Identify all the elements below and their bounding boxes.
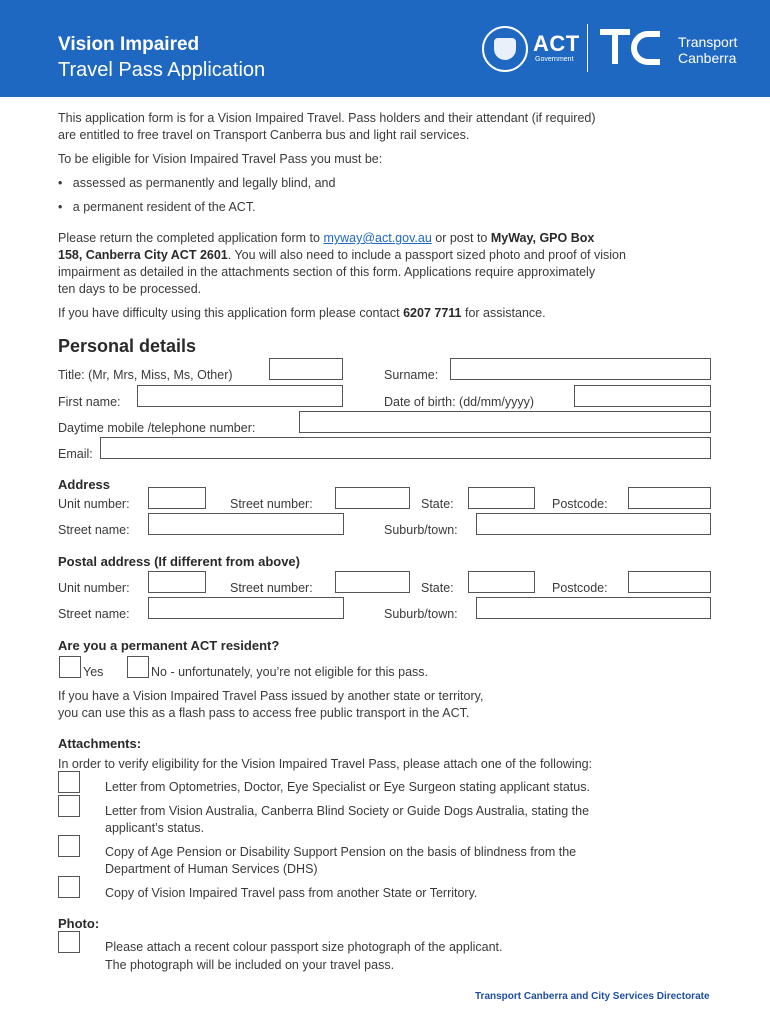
address-suburb-label: Suburb/town: — [384, 523, 458, 537]
act-logo: ACT — [533, 31, 580, 56]
phone-label: Daytime mobile /telephone number: — [58, 421, 256, 435]
email-link[interactable]: myway@act.gov.au — [323, 231, 432, 245]
postal-street-name-field[interactable] — [148, 597, 344, 619]
postal-street-number-field[interactable] — [335, 571, 410, 593]
address-street-number-field[interactable] — [335, 487, 410, 509]
return-rest: . You will also need to include a passport sized photo and proof of vision — [227, 248, 626, 262]
attachment-option2-line2: applicant’s status. — [105, 821, 205, 835]
intro-line1: This application form is for a Vision Impaired Travel. Pass holders and their attendant (if required) — [58, 111, 596, 125]
postal-unit-field[interactable] — [148, 571, 206, 593]
transport-canberra-logo-icon — [598, 28, 666, 68]
email-field[interactable] — [100, 437, 711, 459]
header-banner — [0, 0, 770, 97]
return-prefix: Please return the completed application form to — [58, 231, 324, 245]
title-field[interactable] — [269, 358, 343, 380]
dob-field[interactable] — [574, 385, 711, 407]
contact-phone: 6207 7711 — [403, 306, 462, 320]
postal-suburb-field[interactable] — [476, 597, 711, 619]
postal-address-heading: Postal address (If different from above) — [58, 554, 300, 569]
attachment-option2-line1: Letter from Vision Australia, Canberra Blind Society or Guide Dogs Australia, stating the — [105, 804, 590, 818]
photo-checkbox[interactable] — [58, 931, 80, 953]
eligibility-text: To be eligible for Vision Impaired Travel Pass you must be: — [58, 152, 383, 166]
logo-divider — [587, 24, 588, 72]
phone-field[interactable] — [299, 411, 711, 433]
attachments-heading: Attachments: — [58, 736, 142, 751]
title-label: Title: (Mr, Mrs, Miss, Ms, Other) — [58, 368, 233, 382]
return-line1 — [58, 230, 594, 247]
address-postcode-label: Postcode: — [552, 497, 608, 511]
photo-line2: The photograph will be included on your travel pass. — [105, 958, 395, 972]
tc-logo-text-line1: Transport — [678, 34, 738, 50]
return-line2 — [58, 247, 626, 264]
return-line4: ten days to be processed. — [58, 282, 202, 296]
resident-no-label: No - unfortunately, you’re not eligible for this pass. — [151, 665, 428, 679]
address-postcode-field[interactable] — [628, 487, 711, 509]
postal-street-name-label: Street name: — [58, 607, 130, 621]
attachment-option1-text: Letter from Optometries, Doctor, Eye Specialist or Eye Surgeon stating applicant status. — [105, 780, 590, 794]
address-street-name-field[interactable] — [148, 513, 344, 535]
surname-field[interactable] — [450, 358, 711, 380]
return-mid: or post to — [431, 231, 491, 245]
first-name-field[interactable] — [137, 385, 343, 407]
attachment-option3-line1: Copy of Age Pension or Disability Support Pension on the basis of blindness from the — [105, 845, 577, 859]
resident-note-line2: you can use this as a flash pass to access free public transport in the ACT. — [58, 706, 470, 720]
photo-heading: Photo: — [58, 916, 100, 931]
address-street-number-label: Street number: — [230, 497, 313, 511]
attachment-option4-checkbox[interactable] — [58, 876, 80, 898]
attachment-option3-line2: Department of Human Services (DHS) — [105, 862, 318, 876]
photo-line1: Please attach a recent colour passport size photograph of the applicant. — [105, 940, 503, 954]
postal-suburb-label: Suburb/town: — [384, 607, 458, 621]
email-label: Email: — [58, 447, 93, 461]
intro-line2: are entitled to free travel on Transport Canberra bus and light rail services. — [58, 128, 470, 142]
address-state-field[interactable] — [468, 487, 535, 509]
resident-note-line1: If you have a Vision Impaired Travel Pass issued by another state or territory, — [58, 689, 484, 703]
form-title-line2: Travel Pass Application — [58, 59, 266, 81]
contact-line — [58, 305, 546, 322]
bullet-1: • assessed as permanently and legally blind, and — [58, 176, 336, 190]
act-logo-sub: Government — [535, 56, 574, 63]
attachment-option2-checkbox[interactable] — [58, 795, 80, 817]
return-line3: impairment as detailed in the attachments section of this form. Applications require approximately — [58, 265, 596, 279]
resident-heading: Are you a permanent ACT resident? — [58, 638, 280, 653]
post-address-2: 158, Canberra City ACT 2601 — [58, 248, 228, 262]
dob-label: Date of birth: (dd/mm/yyyy) — [384, 395, 535, 409]
personal-details-heading: Personal details — [58, 336, 197, 356]
first-name-label: First name: — [58, 395, 121, 409]
tc-logo-text-line2: Canberra — [678, 50, 737, 66]
resident-yes-label: Yes — [83, 665, 104, 679]
postal-unit-label: Unit number: — [58, 581, 130, 595]
address-unit-label: Unit number: — [58, 497, 130, 511]
attachments-intro: In order to verify eligibility for the Vision Impaired Travel Pass, please attach one of the following: — [58, 757, 593, 771]
address-heading: Address — [58, 477, 111, 492]
contact-suffix: for assistance. — [461, 306, 546, 320]
bullet-2-text: a permanent resident of the ACT. — [72, 200, 256, 214]
address-unit-field[interactable] — [148, 487, 206, 509]
address-street-name-label: Street name: — [58, 523, 130, 537]
contact-prefix: If you have difficulty using this application form please contact — [58, 306, 404, 320]
act-crest-icon — [482, 26, 528, 72]
footer-directorate: Transport Canberra and City Services Directorate — [475, 991, 710, 1002]
surname-label: Surname: — [384, 368, 439, 382]
address-suburb-field[interactable] — [476, 513, 711, 535]
postal-state-label: State: — [421, 581, 454, 595]
resident-yes-checkbox[interactable] — [59, 656, 81, 678]
attachment-option3-checkbox[interactable] — [58, 835, 80, 857]
post-address-1: MyWay, GPO Box — [490, 231, 595, 245]
postal-postcode-label: Postcode: — [552, 581, 608, 595]
postal-state-field[interactable] — [468, 571, 535, 593]
attachment-option4-text: Copy of Vision Impaired Travel pass from another State or Territory. — [105, 886, 478, 900]
resident-no-checkbox[interactable] — [127, 656, 149, 678]
attachment-option1-checkbox[interactable] — [58, 771, 80, 793]
postal-street-number-label: Street number: — [230, 581, 313, 595]
form-title-line1: Vision Impaired — [58, 34, 200, 55]
bullet-2: • a permanent resident of the ACT. — [58, 200, 256, 214]
bullet-1-text: assessed as permanently and legally blind, and — [72, 176, 336, 190]
postal-postcode-field[interactable] — [628, 571, 711, 593]
address-state-label: State: — [421, 497, 454, 511]
